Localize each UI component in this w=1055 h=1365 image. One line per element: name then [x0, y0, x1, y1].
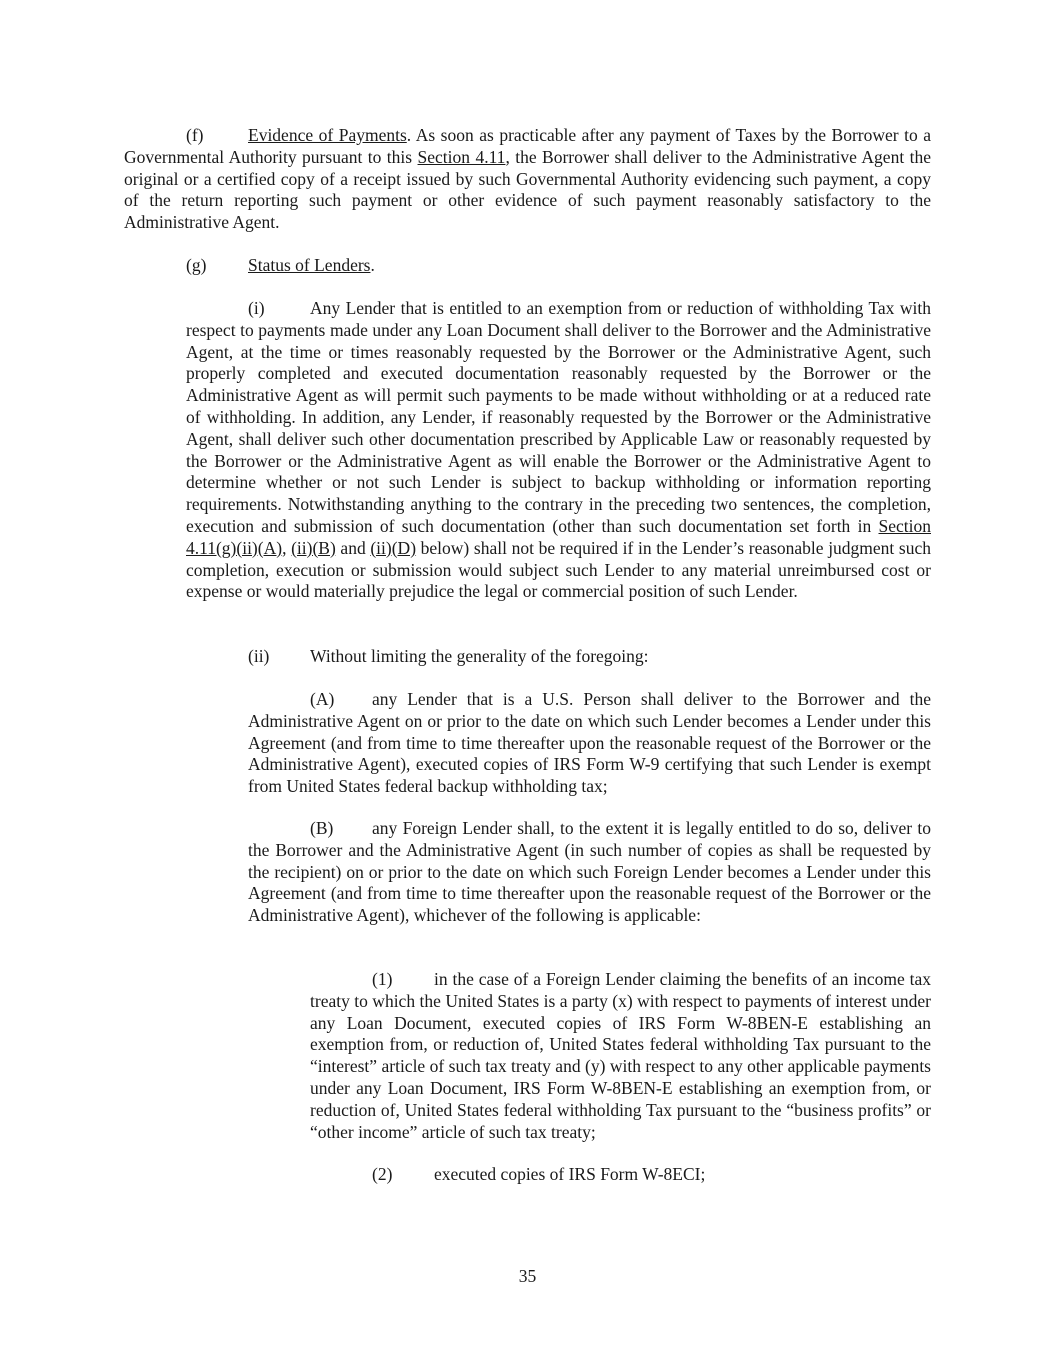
separator-1: ,: [282, 537, 292, 558]
paragraph-g-ii-b-1-label: (1): [372, 969, 393, 989]
paragraph-g: [186, 255, 931, 277]
paragraph-f-label: (f): [186, 125, 204, 145]
paragraph-g-ii-b-2: [372, 1164, 931, 1186]
paragraph-g-ii-text: Without limiting the generality of the foregoing:: [310, 646, 649, 666]
paragraph-g-heading: Status of Lenders: [248, 255, 371, 275]
paragraph-g-i-text-a: Any Lender that is entitled to an exemption from or reduction of withholding Tax with respect to payments made under any Loan Document shall deliver to the Borrower and the Administrative Agent, at the time or times reasonably requested by the Borrower or the Administrative Agent, such properly completed and executed documentation reasonably requested by the Borrower or the Administrative Agent as will permit such payments to be made without withholding or at a reduced rate of withholding. In addition, any Lender, if reasonably requested by the Borrower or the Administrative Agent, shall deliver such other documentation prescribed by Applicable Law or reasonably requested by the Borrower or the Administrative Agent as will enable the Borrower or the Administrative Agent to determine whether or not such Lender is subject to backup withholding or information reporting requirements. Notwithstanding anything to the contrary in the preceding two sentences, the completion, execution and submission of such documentation (other than such documentation set forth in: [186, 298, 931, 536]
paragraph-g-ii-b-1: [310, 969, 931, 1143]
paragraph-f-text-a: . As soon as practicable after any payment of Taxes by the Borrower to a Governmental Authority pursuant to this: [124, 125, 932, 167]
section-reference-3: (ii)(D): [370, 537, 417, 558]
paragraph-f-text-b: , the Borrower shall deliver to the Administrative Agent the original or a certified copy of a receipt issued by such Governmental Authority evidencing such payment, a copy of the return reporting such payment or other evidence of such payment reasonably satisfactory to the Administrative Agent.: [124, 146, 931, 233]
section-reference: Section 4.11: [417, 146, 506, 167]
paragraph-g-ii-b-2-label: (2): [372, 1164, 393, 1184]
paragraph-g-i-text-b: below) shall not be required if in the Lender’s reasonable judgment such completion, execution or submission would subject such Lender to any material unreimbursed cost or expense or would materially prejudice the legal or commercial position of such Lender.: [186, 537, 932, 602]
paragraph-g-ii-a: [248, 689, 931, 798]
paragraph-g-ii-b-label: (B): [310, 818, 334, 838]
paragraph-g-ii-label: (ii): [248, 646, 270, 666]
paragraph-f: [124, 125, 931, 234]
section-reference-1: Section 4.11(g)(ii)(A): [186, 515, 931, 558]
paragraph-g-ii-a-text: any Lender that is a U.S. Person shall deliver to the Borrower and the Administrative Agent on or prior to the date on which such Lender becomes a Lender under this Agreement (and from time to time thereafter upon the reasonable request of the Borrower or the Administrative Agent), executed copies of IRS Form W-9 certifying that such Lender is exempt from United States federal backup withholding tax;: [248, 689, 931, 797]
paragraph-g-ii: [248, 646, 931, 668]
paragraph-g-tail: .: [370, 255, 375, 275]
paragraph-g-ii-b-text: any Foreign Lender shall, to the extent it is legally entitled to do so, deliver to the Borrower and the Administrative Agent (in such number of copies as shall be requested by the recipient) on or prior to the date on which such Foreign Lender becomes a Lender under this Agreement (and from time to time thereafter upon the reasonable request of the Borrower or the Administrative Agent), whichever of the following is applicable:: [248, 818, 931, 926]
paragraph-g-ii-b: [248, 818, 931, 927]
paragraph-f-heading: Evidence of Payments: [248, 125, 407, 145]
separator-2: and: [335, 537, 371, 558]
page-number: 35: [518, 1266, 537, 1286]
section-reference-2: (ii)(B): [291, 537, 336, 558]
paragraph-g-ii-b-1-text: in the case of a Foreign Lender claiming the benefits of an income tax treaty to which the United States is a party (x) with respect to payments of interest under any Loan Document, executed copies of IRS Form W-8BEN-E establishing an exemption from, or reduction of, United States federal withholding Tax pursuant to the “interest” article of such tax treaty and (y) with respect to any other applicable payments under any Loan Document, IRS Form W-8BEN-E establishing an exemption from, or reduction of, United States federal withholding Tax pursuant to the “business profits” or “other income” article of such tax treaty;: [310, 969, 931, 1142]
paragraph-g-label: (g): [186, 255, 207, 275]
paragraph-g-ii-b-2-text: executed copies of IRS Form W-8ECI;: [434, 1164, 706, 1184]
paragraph-g-i-label: (i): [248, 298, 265, 318]
paragraph-g-i: [186, 298, 931, 603]
paragraph-g-ii-a-label: (A): [310, 689, 335, 709]
